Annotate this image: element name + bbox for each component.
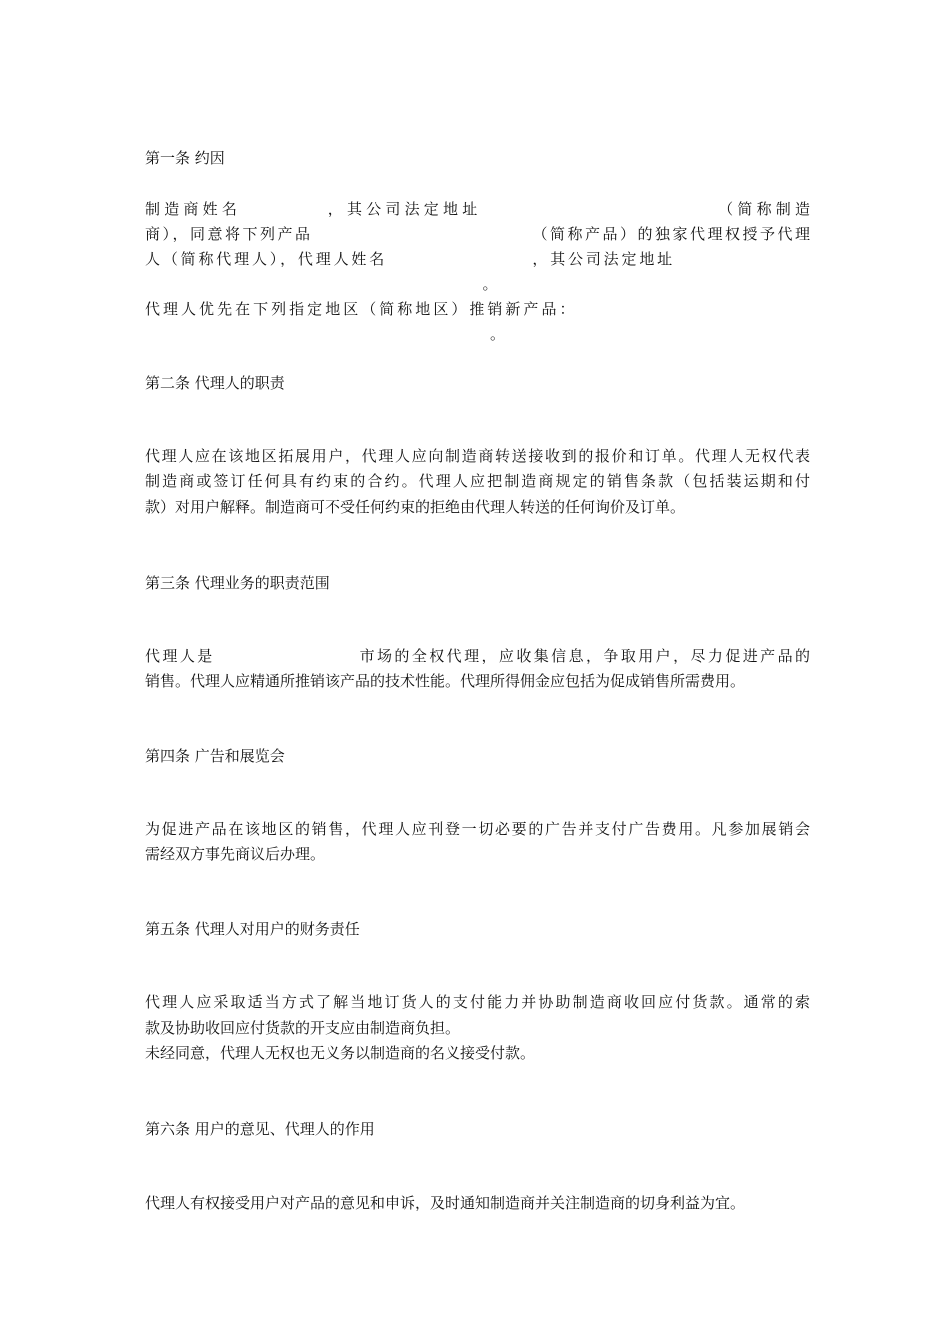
section-2-heading: 第二条 代理人的职责 xyxy=(145,375,285,391)
section-5-heading: 第五条 代理人对用户的财务责任 xyxy=(145,921,360,937)
section-4-line-2: 需经双方事先商议后办理。 xyxy=(145,846,326,862)
section-2-line-3: 款）对用户解释。制造商可不受任何约束的拒绝由代理人转送的任何询价及订单。 xyxy=(145,499,686,515)
section-5-line-3: 未经同意，代理人无权也无义务以制造商的名义接受付款。 xyxy=(145,1045,536,1061)
section-1-heading: 第一条 约因 xyxy=(145,150,225,166)
section-3-heading: 第三条 代理业务的职责范围 xyxy=(145,575,330,591)
section-2-line-2: 制造商或签订任何具有约束的合约。代理人应把制造商规定的销售条款（包括装运期和付 xyxy=(145,473,810,489)
section-1-line-5: 代理人优先在下列指定地区（简称地区）推销新产品：_______________________________ xyxy=(145,301,810,317)
section-5-line-1: 代理人应采取适当方式了解当地订货人的支付能力并协助制造商收回应付货款。通常的索 xyxy=(145,994,810,1010)
section-4-line-1: 为促进产品在该地区的销售，代理人应刊登一切必要的广告并支付广告费用。凡参加展销会 xyxy=(145,821,810,837)
section-1-line-1: 制造商姓名___________，其公司法定地址_______________________________（简称制造 xyxy=(145,201,810,217)
section-1-line-6: ______________________________________________。 xyxy=(145,326,506,342)
section-1-line-3: 人（简称代理人），代理人姓名___________________，其公司法定地址__________________ xyxy=(145,251,810,267)
section-6-line-1: 代理人有权接受用户对产品的意见和申诉，及时通知制造商并关注制造商的切身利益为宜。 xyxy=(145,1195,746,1211)
section-2-line-1: 代理人应在该地区拓展用户，代理人应向制造商转送接收到的报价和订单。代理人无权代表 xyxy=(145,448,810,464)
section-5-line-2: 款及协助收回应付货款的开支应由制造商负担。 xyxy=(145,1020,461,1036)
section-4-heading: 第四条 广告和展览会 xyxy=(145,748,285,764)
section-3-line-2: 销售。代理人应精通所推销该产品的技术性能。代理所得佣金应包括为促成销售所需费用。 xyxy=(145,673,746,689)
section-1-line-2: 商），同意将下列产品_____________________________（简称产品）的独家代理权授予代理 xyxy=(145,226,810,242)
section-6-heading: 第六条 用户的意见、代理人的作用 xyxy=(145,1121,375,1137)
section-1-line-4: _____________________________________________。 xyxy=(145,276,498,292)
section-3-line-1: 代理人是___________________市场的全权代理，应收集信息，争取用户，尽力促进产品的 xyxy=(145,648,810,664)
